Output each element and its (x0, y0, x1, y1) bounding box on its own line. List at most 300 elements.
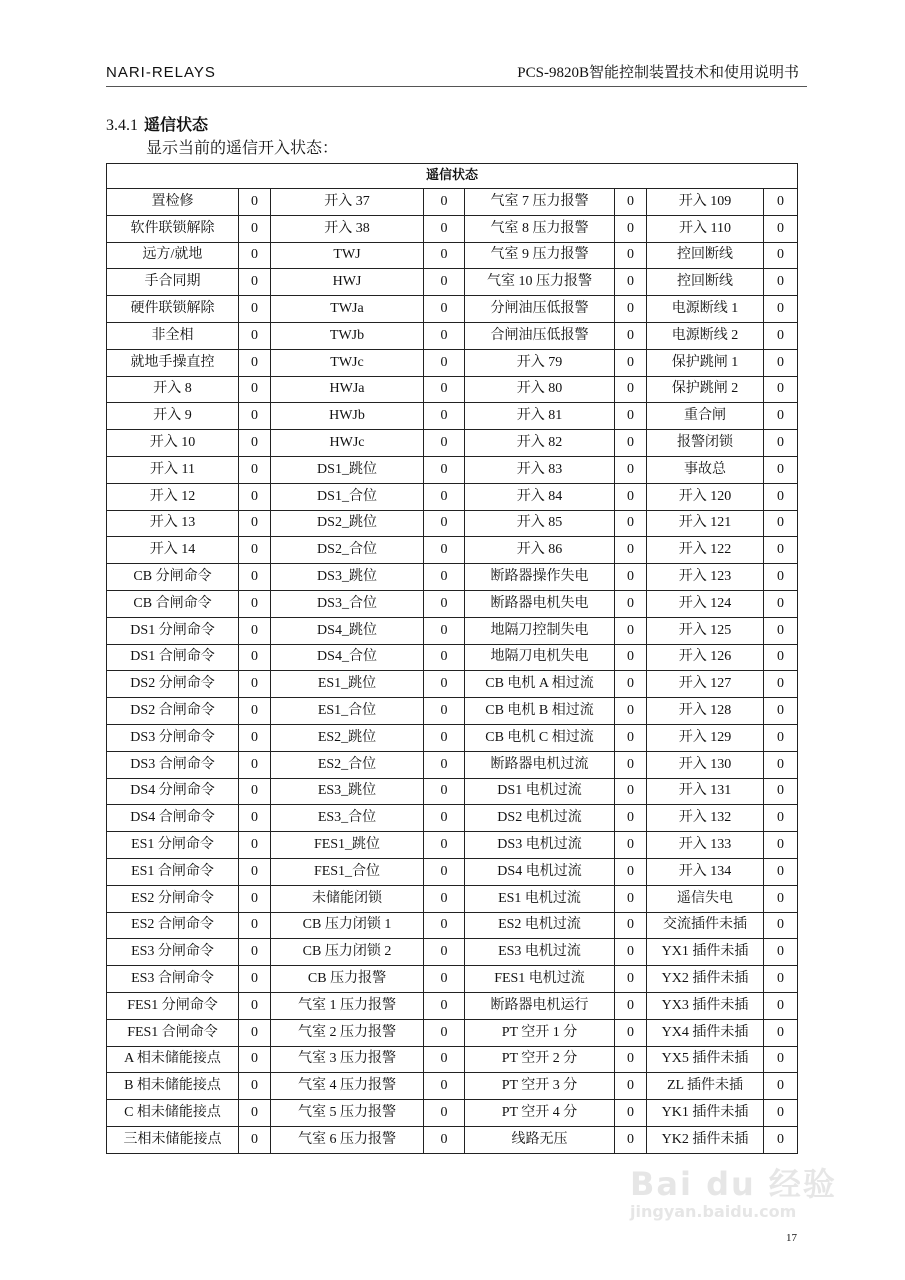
signal-name: ES1_跳位 (271, 671, 424, 698)
signal-value: 0 (764, 1046, 798, 1073)
signal-value: 0 (764, 349, 798, 376)
signal-name: 三相未储能接点 (107, 1126, 239, 1153)
table-row (107, 242, 798, 269)
signal-value: 0 (764, 832, 798, 859)
table-row (107, 724, 798, 751)
signal-name: DS4_跳位 (271, 617, 424, 644)
signal-name: 气室 1 压力报警 (271, 992, 424, 1019)
signal-name: 报警闭锁 (647, 430, 764, 457)
table-row (107, 992, 798, 1019)
signal-name: 开入 86 (465, 537, 615, 564)
signal-name: CB 压力报警 (271, 966, 424, 993)
signal-name: 开入 82 (465, 430, 615, 457)
table-row (107, 885, 798, 912)
table-row (107, 510, 798, 537)
signal-name: TWJc (271, 349, 424, 376)
signal-name: FES1 分闸命令 (107, 992, 239, 1019)
signal-value: 0 (239, 617, 271, 644)
signal-value: 0 (615, 296, 647, 323)
signal-name: FES1 合闸命令 (107, 1019, 239, 1046)
signal-value: 0 (615, 778, 647, 805)
signal-value: 0 (239, 1126, 271, 1153)
signal-value: 0 (424, 644, 465, 671)
signal-value: 0 (764, 885, 798, 912)
signal-name: 气室 4 压力报警 (271, 1073, 424, 1100)
signal-name: DS1_合位 (271, 483, 424, 510)
signal-value: 0 (615, 671, 647, 698)
signal-name: 气室 8 压力报警 (465, 215, 615, 242)
signal-name: 气室 7 压力报警 (465, 189, 615, 216)
signal-name: 开入 110 (647, 215, 764, 242)
signal-name: 开入 81 (465, 403, 615, 430)
table-row (107, 483, 798, 510)
signal-value: 0 (615, 322, 647, 349)
signal-value: 0 (615, 1073, 647, 1100)
signal-name: 开入 123 (647, 564, 764, 591)
signal-value: 0 (615, 403, 647, 430)
signal-name: ES3 合闸命令 (107, 966, 239, 993)
signal-value: 0 (239, 1019, 271, 1046)
signal-value: 0 (764, 322, 798, 349)
signal-value: 0 (239, 671, 271, 698)
signal-value: 0 (764, 376, 798, 403)
signal-value: 0 (424, 537, 465, 564)
signal-name: DS2 电机过流 (465, 805, 615, 832)
signal-name: DS3 电机过流 (465, 832, 615, 859)
signal-value: 0 (615, 483, 647, 510)
signal-value: 0 (239, 296, 271, 323)
signal-name: YX1 插件未插 (647, 939, 764, 966)
table-row (107, 537, 798, 564)
header-company: NARI-RELAYS (106, 64, 216, 81)
signal-name: 气室 10 压力报警 (465, 269, 615, 296)
table-row (107, 671, 798, 698)
signal-value: 0 (424, 805, 465, 832)
signal-value: 0 (615, 376, 647, 403)
signal-value: 0 (424, 751, 465, 778)
table-row (107, 966, 798, 993)
signal-name: 就地手操直控 (107, 349, 239, 376)
signal-name: ES2 合闸命令 (107, 912, 239, 939)
signal-value: 0 (615, 215, 647, 242)
signal-value: 0 (239, 215, 271, 242)
signal-value: 0 (615, 698, 647, 725)
signal-value: 0 (239, 564, 271, 591)
signal-name: PT 空开 3 分 (465, 1073, 615, 1100)
signal-value: 0 (424, 832, 465, 859)
signal-value: 0 (239, 858, 271, 885)
signal-value: 0 (424, 724, 465, 751)
table-row (107, 805, 798, 832)
baidu-watermark: Bai du 经验 jingyan.baidu.com (630, 1165, 837, 1221)
header-divider (106, 86, 807, 87)
signal-name: DS3_跳位 (271, 564, 424, 591)
signal-name: DS4_合位 (271, 644, 424, 671)
signal-name: DS2_合位 (271, 537, 424, 564)
signal-name: DS2_跳位 (271, 510, 424, 537)
signal-value: 0 (239, 939, 271, 966)
section-number: 3.4.1 (106, 117, 138, 134)
signal-name: 电源断线 2 (647, 322, 764, 349)
signal-name: ES3_跳位 (271, 778, 424, 805)
signal-name: 开入 128 (647, 698, 764, 725)
signal-value: 0 (424, 349, 465, 376)
signal-value: 0 (764, 296, 798, 323)
signal-name: TWJb (271, 322, 424, 349)
signal-value: 0 (764, 189, 798, 216)
signal-value: 0 (424, 966, 465, 993)
signal-name: 开入 13 (107, 510, 239, 537)
signal-value: 0 (424, 376, 465, 403)
signal-name: 气室 2 压力报警 (271, 1019, 424, 1046)
signal-name: HWJa (271, 376, 424, 403)
signal-name: 合闸油压低报警 (465, 322, 615, 349)
signal-name: 开入 124 (647, 590, 764, 617)
signal-name: DS3 合闸命令 (107, 751, 239, 778)
signal-name: C 相未储能接点 (107, 1100, 239, 1127)
signal-name: 气室 5 压力报警 (271, 1100, 424, 1127)
signal-value: 0 (615, 189, 647, 216)
signal-name: 开入 79 (465, 349, 615, 376)
signal-name: ES1_合位 (271, 698, 424, 725)
signal-value: 0 (764, 590, 798, 617)
signal-name: 未储能闭锁 (271, 885, 424, 912)
signal-value: 0 (424, 778, 465, 805)
signal-name: 开入 131 (647, 778, 764, 805)
signal-value: 0 (239, 912, 271, 939)
signal-value: 0 (615, 242, 647, 269)
signal-value: 0 (424, 189, 465, 216)
signal-value: 0 (424, 269, 465, 296)
signal-name: ES1 合闸命令 (107, 858, 239, 885)
signal-name: DS3 分闸命令 (107, 724, 239, 751)
table-row (107, 1046, 798, 1073)
signal-name: 分闸油压低报警 (465, 296, 615, 323)
signal-value: 0 (764, 912, 798, 939)
signal-name: 开入 120 (647, 483, 764, 510)
signal-name: 断路器电机运行 (465, 992, 615, 1019)
signal-value: 0 (615, 430, 647, 457)
signal-name: 开入 109 (647, 189, 764, 216)
signal-name: DS2 分闸命令 (107, 671, 239, 698)
signal-name: 开入 83 (465, 456, 615, 483)
signal-name: 线路无压 (465, 1126, 615, 1153)
signal-value: 0 (764, 939, 798, 966)
signal-name: 开入 11 (107, 456, 239, 483)
signal-name: DS1 分闸命令 (107, 617, 239, 644)
signal-name: ES2_跳位 (271, 724, 424, 751)
table-row (107, 456, 798, 483)
signal-value: 0 (615, 832, 647, 859)
signal-value: 0 (615, 724, 647, 751)
table-row (107, 189, 798, 216)
signal-name: 开入 9 (107, 403, 239, 430)
signal-value: 0 (764, 537, 798, 564)
signal-value: 0 (615, 805, 647, 832)
signal-name: 电源断线 1 (647, 296, 764, 323)
signal-value: 0 (764, 858, 798, 885)
table-row (107, 1126, 798, 1153)
signal-name: ES3 分闸命令 (107, 939, 239, 966)
signal-value: 0 (615, 966, 647, 993)
signal-name: 开入 14 (107, 537, 239, 564)
signal-value: 0 (239, 1046, 271, 1073)
signal-value: 0 (615, 992, 647, 1019)
signal-value: 0 (239, 1100, 271, 1127)
signal-value: 0 (424, 1019, 465, 1046)
signal-value: 0 (424, 590, 465, 617)
signal-name: 断路器电机过流 (465, 751, 615, 778)
signal-value: 0 (615, 564, 647, 591)
signal-value: 0 (615, 1046, 647, 1073)
signal-value: 0 (615, 1019, 647, 1046)
signal-name: DS4 分闸命令 (107, 778, 239, 805)
signal-value: 0 (424, 242, 465, 269)
table-row (107, 1019, 798, 1046)
signal-value: 0 (424, 992, 465, 1019)
table-row (107, 349, 798, 376)
signal-name: 开入 85 (465, 510, 615, 537)
signal-value: 0 (764, 403, 798, 430)
remote-signal-table (106, 163, 798, 1154)
signal-name: 控回断线 (647, 269, 764, 296)
signal-value: 0 (239, 966, 271, 993)
signal-name: PT 空开 2 分 (465, 1046, 615, 1073)
signal-value: 0 (424, 885, 465, 912)
signal-name: 开入 121 (647, 510, 764, 537)
signal-name: 开入 38 (271, 215, 424, 242)
signal-value: 0 (239, 189, 271, 216)
signal-name: 开入 10 (107, 430, 239, 457)
signal-name: CB 电机 B 相过流 (465, 698, 615, 725)
signal-value: 0 (764, 1126, 798, 1153)
section-intro: 显示当前的遥信开入状态： (146, 140, 339, 157)
signal-name: ES1 分闸命令 (107, 832, 239, 859)
signal-name: 开入 132 (647, 805, 764, 832)
signal-name: 地隔刀电机失电 (465, 644, 615, 671)
signal-value: 0 (239, 430, 271, 457)
table-row (107, 564, 798, 591)
signal-name: TWJa (271, 296, 424, 323)
table-row (107, 832, 798, 859)
signal-value: 0 (615, 1100, 647, 1127)
signal-name: 断路器操作失电 (465, 564, 615, 591)
signal-name: 非全相 (107, 322, 239, 349)
signal-value: 0 (239, 751, 271, 778)
signal-name: FES1 电机过流 (465, 966, 615, 993)
signal-name: 硬件联锁解除 (107, 296, 239, 323)
signal-name: YX3 插件未插 (647, 992, 764, 1019)
signal-value: 0 (424, 403, 465, 430)
table-row (107, 858, 798, 885)
signal-name: TWJ (271, 242, 424, 269)
table-row (107, 778, 798, 805)
signal-value: 0 (764, 1019, 798, 1046)
signal-name: 开入 129 (647, 724, 764, 751)
signal-value: 0 (764, 992, 798, 1019)
table-row (107, 376, 798, 403)
signal-name: 开入 134 (647, 858, 764, 885)
signal-value: 0 (239, 322, 271, 349)
signal-name: CB 电机 C 相过流 (465, 724, 615, 751)
signal-value: 0 (764, 510, 798, 537)
signal-value: 0 (764, 617, 798, 644)
table-row (107, 698, 798, 725)
signal-name: YX4 插件未插 (647, 1019, 764, 1046)
table-row (107, 617, 798, 644)
signal-name: 开入 12 (107, 483, 239, 510)
signal-value: 0 (764, 671, 798, 698)
signal-name: 遥信失电 (647, 885, 764, 912)
signal-value: 0 (764, 483, 798, 510)
signal-value: 0 (424, 858, 465, 885)
signal-value: 0 (424, 617, 465, 644)
table-row (107, 269, 798, 296)
signal-name: 开入 133 (647, 832, 764, 859)
signal-name: FES1_跳位 (271, 832, 424, 859)
signal-name: B 相未储能接点 (107, 1073, 239, 1100)
table-row (107, 644, 798, 671)
signal-value: 0 (424, 698, 465, 725)
section-title: 遥信状态 (144, 117, 209, 134)
table-title: 遥信状态 (107, 164, 798, 189)
table-row (107, 751, 798, 778)
signal-value: 0 (615, 510, 647, 537)
table-row (107, 912, 798, 939)
signal-value: 0 (615, 1126, 647, 1153)
signal-value: 0 (764, 456, 798, 483)
signal-value: 0 (424, 215, 465, 242)
signal-name: YX2 插件未插 (647, 966, 764, 993)
signal-value: 0 (424, 564, 465, 591)
signal-name: 远方/就地 (107, 242, 239, 269)
signal-value: 0 (764, 430, 798, 457)
signal-value: 0 (615, 885, 647, 912)
signal-value: 0 (424, 430, 465, 457)
signal-value: 0 (424, 939, 465, 966)
signal-value: 0 (764, 269, 798, 296)
signal-name: ES2 电机过流 (465, 912, 615, 939)
signal-name: 软件联锁解除 (107, 215, 239, 242)
signal-value: 0 (424, 671, 465, 698)
signal-name: CB 压力闭锁 2 (271, 939, 424, 966)
signal-value: 0 (764, 1100, 798, 1127)
signal-name: 开入 37 (271, 189, 424, 216)
signal-value: 0 (424, 912, 465, 939)
signal-name: CB 电机 A 相过流 (465, 671, 615, 698)
signal-value: 0 (239, 992, 271, 1019)
signal-name: 地隔刀控制失电 (465, 617, 615, 644)
signal-name: ES3_合位 (271, 805, 424, 832)
signal-value: 0 (764, 215, 798, 242)
signal-value: 0 (239, 724, 271, 751)
table-row (107, 403, 798, 430)
signal-name: CB 分闸命令 (107, 564, 239, 591)
signal-value: 0 (424, 296, 465, 323)
table-row (107, 296, 798, 323)
signal-name: 开入 130 (647, 751, 764, 778)
table-row (107, 215, 798, 242)
signal-name: ES2 分闸命令 (107, 885, 239, 912)
signal-name: 气室 3 压力报警 (271, 1046, 424, 1073)
signal-value: 0 (764, 1073, 798, 1100)
signal-value: 0 (239, 376, 271, 403)
signal-name: 气室 9 压力报警 (465, 242, 615, 269)
signal-name: 开入 122 (647, 537, 764, 564)
signal-name: ES2_合位 (271, 751, 424, 778)
signal-value: 0 (239, 778, 271, 805)
signal-name: DS2 合闸命令 (107, 698, 239, 725)
signal-name: CB 压力闭锁 1 (271, 912, 424, 939)
signal-name: 开入 84 (465, 483, 615, 510)
signal-name: 气室 6 压力报警 (271, 1126, 424, 1153)
signal-name: 交流插件未插 (647, 912, 764, 939)
signal-value: 0 (615, 537, 647, 564)
page-number: 17 (786, 1232, 797, 1244)
signal-value: 0 (615, 269, 647, 296)
signal-name: ES3 电机过流 (465, 939, 615, 966)
signal-value: 0 (424, 1100, 465, 1127)
signal-value: 0 (615, 590, 647, 617)
signal-name: HWJb (271, 403, 424, 430)
signal-name: YX5 插件未插 (647, 1046, 764, 1073)
signal-value: 0 (239, 349, 271, 376)
signal-value: 0 (764, 805, 798, 832)
signal-value: 0 (615, 456, 647, 483)
signal-value: 0 (424, 1046, 465, 1073)
signal-value: 0 (424, 510, 465, 537)
signal-value: 0 (424, 1073, 465, 1100)
signal-value: 0 (615, 644, 647, 671)
signal-value: 0 (424, 456, 465, 483)
signal-value: 0 (239, 1073, 271, 1100)
signal-name: DS1 合闸命令 (107, 644, 239, 671)
table-row (107, 1100, 798, 1127)
table-row (107, 430, 798, 457)
signal-value: 0 (239, 242, 271, 269)
signal-value: 0 (239, 590, 271, 617)
signal-name: DS1_跳位 (271, 456, 424, 483)
signal-value: 0 (764, 242, 798, 269)
signal-name: 断路器电机失电 (465, 590, 615, 617)
signal-value: 0 (239, 805, 271, 832)
signal-value: 0 (239, 483, 271, 510)
signal-value: 0 (239, 698, 271, 725)
signal-name: 控回断线 (647, 242, 764, 269)
signal-value: 0 (239, 832, 271, 859)
signal-value: 0 (239, 537, 271, 564)
signal-name: 开入 125 (647, 617, 764, 644)
signal-value: 0 (239, 456, 271, 483)
signal-name: PT 空开 4 分 (465, 1100, 615, 1127)
signal-name: CB 合闸命令 (107, 590, 239, 617)
signal-value: 0 (239, 885, 271, 912)
signal-name: FES1_合位 (271, 858, 424, 885)
signal-value: 0 (764, 644, 798, 671)
signal-value: 0 (764, 564, 798, 591)
signal-value: 0 (615, 349, 647, 376)
signal-value: 0 (239, 644, 271, 671)
signal-name: YK1 插件未插 (647, 1100, 764, 1127)
signal-name: YK2 插件未插 (647, 1126, 764, 1153)
signal-name: 置检修 (107, 189, 239, 216)
signal-value: 0 (424, 322, 465, 349)
table-row (107, 1073, 798, 1100)
signal-value: 0 (764, 724, 798, 751)
signal-value: 0 (615, 939, 647, 966)
signal-name: HWJ (271, 269, 424, 296)
signal-name: PT 空开 1 分 (465, 1019, 615, 1046)
